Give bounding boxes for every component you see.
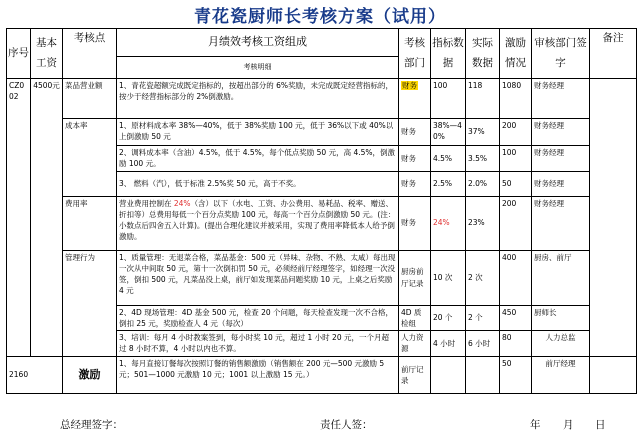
assessment-table [6,28,637,394]
dept-cell: 财务 [399,196,431,250]
header-actual-data: 实际数据 [466,29,500,79]
sign-cell: 财务经理 [532,119,590,146]
date-year: 年 [530,419,541,431]
header-incentive: 激励情况 [500,29,532,79]
date-month: 月 [563,419,574,431]
gm-signature-label: 总经理签字： [60,419,123,431]
actual-cell: 3.5% [466,146,500,172]
header-review-sign: 审核部门签字 [532,29,590,79]
detail-revenue: 1、青花瓷超额完成既定指标的，按超出部分的 6%奖励，未完成既定经营指标的，按少于经营指标部分的 2%倒激励。 [117,79,399,119]
kpi-revenue: 菜品营业额 [63,79,117,119]
actual-cell: 118 [466,79,500,119]
header-dept: 考核部门 [399,29,431,79]
sign-cell: 财务经理 [532,146,590,172]
detail-expense-rate: 营业费用控制在 24%（含）以下（水电、工资、办公费用、易耗品、税率、赠送、折扣等）总费用每低一个百分点奖励 100 元，每高一个百分点倒激励 50 元。(注：小数点后四舍五入计算)。(提出合理化建议并被采用，实现了费用率降低本人给予倒激励。 [117,196,399,250]
sign-cell: 财务经理 [532,79,590,119]
kpi-cost-rate: 成本率 [63,119,117,197]
index-cell: 4 小时 [431,331,466,357]
detail-ordering-incentive: 1、每月直接订餐每次按照订餐的销售额激励（销售额在 200 元—500 元激励 5 元；501—1000 元激励 10 元；1001 以上激励 15 元。） [117,357,399,394]
actual-cell: 6 小时 [466,331,500,357]
employee-id: CZ002 [9,81,25,102]
index-cell: 2.5% [431,171,466,196]
actual-cell: 37% [466,119,500,146]
index-cell: 4.5% [431,146,466,172]
header-seq: 序号 [7,29,31,79]
incentive-cell: 400 [500,250,532,305]
detail-training: 3、培训：每月 4 小时教案签到，每小时奖 10 元，超过 1 小时 20 元，一个月超过 8 小时不算，4 小时以内也不算。 [117,331,399,357]
incentive-cell: 100 [500,146,532,172]
dept-cell: 前厅记录 [399,357,431,394]
page-title: 青花瓷厨师长考核方案（试用） [194,7,446,27]
detail-4d-mgmt: 2、4D 现场管理：4D 基金 500 元，检查 20 个问题，每天检查发现一次不合格，倒扣 25 元，奖励检查人 4 元（每次） [117,305,399,331]
header-base-salary: 基本工资 [31,29,63,79]
incentive-cell: 200 [500,119,532,146]
detail-seasoning-cost: 2、调料成本率（含油）4.5%，低于 4.5%，每个低点奖励 50 元，高 4.5%，倒激励 100 元。 [117,146,399,172]
kpi-expense-rate: 费用率 [63,196,117,250]
sign-cell: 人力总监 [532,331,590,357]
dept-cell: 财务 [399,146,431,172]
header-detail: 考核明细 [117,57,399,79]
header-remarks: 备注 [590,29,637,79]
incentive-cell: 50 [500,171,532,196]
detail-quality-mgmt: 1、质量管理：无退菜合格，菜品基金：500 元（异味、杂物、不熟、太咸）每出现一次从中间取 50 元，第十一次倒扣罚 50 元，必须经前厅经理签字，如经理一次没签，倒扣 500 元，凡菜品没上桌，前厅如发现菜品问题奖励 10 元，上桌之后奖励 4 元 [117,250,399,305]
dept-highlight: 财务 [402,81,417,90]
sign-cell: 厨师长 [532,305,590,331]
expense-rate-target: 24% [173,198,191,208]
total-cell: 2160 [7,357,63,394]
dept-cell: 人力资源 [399,331,431,357]
incentive-cell: 50 [500,357,532,394]
incentive-cell: 80 [500,331,532,357]
index-cell [431,357,466,394]
index-cell: 38%—40% [431,119,466,146]
sign-cell: 财务经理 [532,171,590,196]
actual-cell [466,357,500,394]
detail-fuel-cost: 3、 燃料（汽），低于标准 2.5%奖 50 元，高于不奖。 [117,171,399,196]
base-salary-value: 4500元 [33,81,60,90]
kpi-management: 管理行为 [63,250,117,357]
sign-cell: 财务经理 [532,196,590,250]
index-cell: 10 次 [431,250,466,305]
date-day: 日 [595,419,606,431]
header-kpi-point: 考核点 [63,29,117,79]
remarks-cell [590,357,637,394]
header-index-data: 指标数据 [431,29,466,79]
index-cell: 100 [431,79,466,119]
header-monthly-comp: 月绩效考核工资组成 [117,29,399,57]
dept-cell: 4D 质检组 [399,305,431,331]
actual-cell: 2.0% [466,171,500,196]
dept-cell: 厨房前厅记录 [399,250,431,305]
responsible-signature-label: 责任人签： [320,419,373,431]
dept-cell [399,79,431,119]
seq-cell [7,79,31,357]
incentive-cell: 1080 [500,79,532,119]
sign-cell: 前厅经理 [532,357,590,394]
actual-cell: 2 次 [466,250,500,305]
dept-cell: 财务 [399,119,431,146]
sign-cell: 厨房、前厅 [532,250,590,305]
incentive-cell: 450 [500,305,532,331]
incentive-cell: 200 [500,196,532,250]
kpi-incentive: 激励 [63,357,117,394]
remarks-cell [590,79,637,357]
actual-cell: 23% [466,196,500,250]
dept-cell: 财务 [399,171,431,196]
index-cell: 24% [431,196,466,250]
actual-cell: 2 个 [466,305,500,331]
index-cell: 20 个 [431,305,466,331]
base-salary-cell [31,79,63,357]
detail-material-cost: 1、原材料成本率 38%—40%，低于 38%奖励 100 元，低于 36%以下或 40%以上倒激励 50 元 [117,119,399,146]
